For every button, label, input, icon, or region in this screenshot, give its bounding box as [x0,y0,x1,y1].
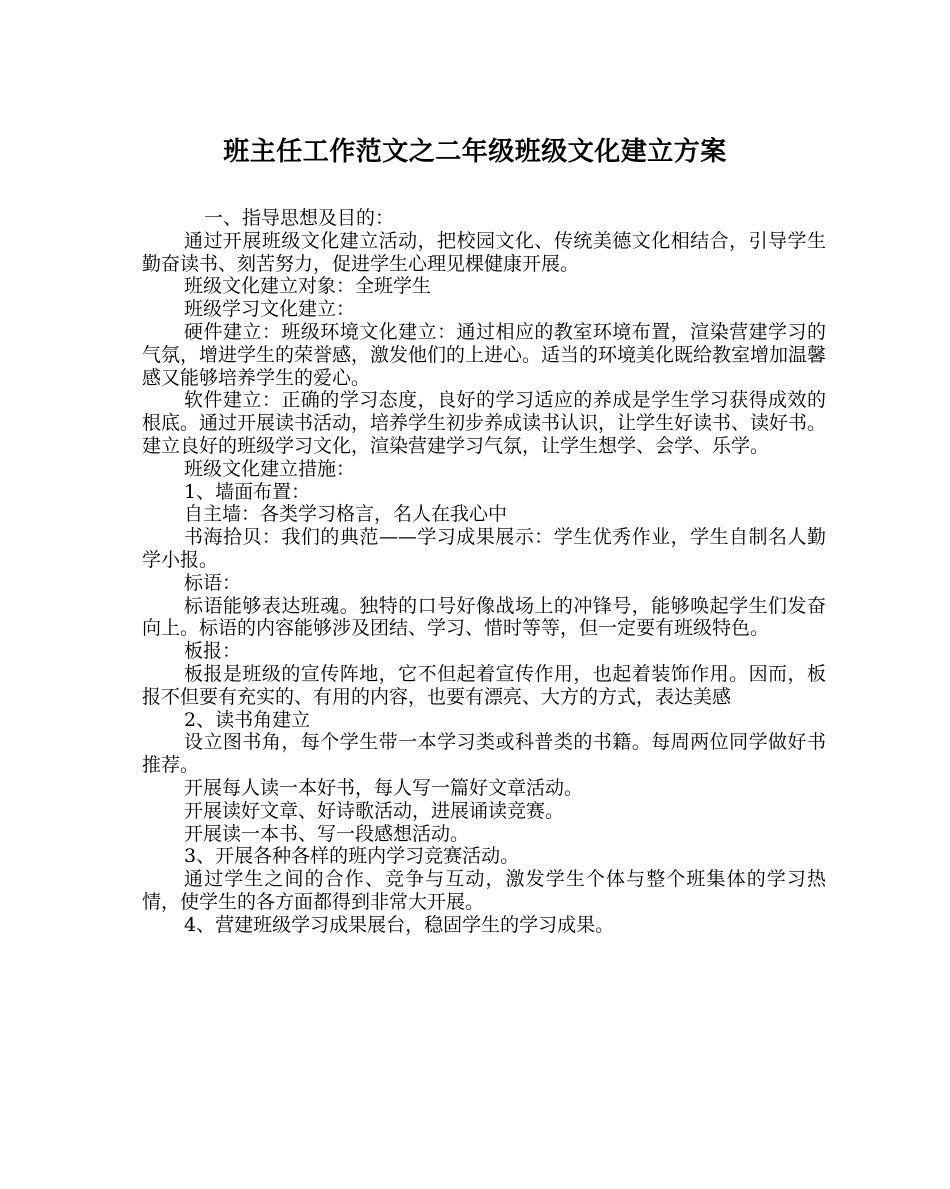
paragraph-library-corner: 设立图书角，每个学生带一本学习类或科普类的书籍。每周两位同学做好书推荐。 [142,731,826,777]
paragraph-hardware: 硬件建立：班级环境文化建立：通过相应的教室环境布置，渲染营建学习的气氛，增进学生的荣誉感，激发他们的上进心。适当的环境美化既给教室增加温馨感又能够培养学生的爱心。 [142,320,827,389]
paragraph-book-sea: 书海拾贝：我们的典范——学习成果展示：学生优秀作业，学生自制名人勤学小报。 [142,526,826,571]
paragraph-board-heading: 板报： [184,640,242,663]
paragraph-autonomy-wall: 自主墙：各类学习格言，名人在我心中 [184,503,508,526]
paragraph-slogan-heading: 标语： [184,571,242,594]
paragraph-competition-text: 通过学生之间的合作、竞争与互动，激发学生个体与整个班集体的学习热情，使学生的各方面都得到非常大开展。 [142,868,826,913]
paragraph-guiding-text: 通过开展班级文化建立活动，把校园文化、传统美德文化相结合，引导学生勤奋读书、刻苦努力，促进学生心理见棵健康开展。 [142,229,826,275]
paragraph-reading-activity-3: 开展读一本书、写一段感想活动。 [184,822,470,845]
paragraph-competition-heading: 3、开展各种各样的班内学习竞赛活动。 [184,845,520,868]
paragraph-reading-activity-2: 开展读好文章、好诗歌活动，进展诵读竞赛。 [184,799,565,822]
paragraph-slogan-text: 标语能够表达班魂。独特的口号好像战场上的冲锋号，能够唤起学生们发奋向上。标语的内容能够涉及团结、学习、惜时等等，但一定要有班级特色。 [142,594,826,640]
paragraph-achievement: 4、营建班级学习成果展台，稳固学生的学习成果。 [184,913,615,936]
paragraph-learning-culture: 班级学习文化建立： [184,298,356,321]
paragraph-guiding-ideology: 一、指导思想及目的： [204,207,395,229]
paragraph-board-text: 板报是班级的宣传阵地，它不但起着宣传作用，也起着装饰作用。因而，板报不但要有充实的、有用的内容，也要有漂亮、大方的方式，表达美感 [142,662,826,708]
document-title: 班主任工作范文之二年级班级文化建立方案 [223,137,727,167]
paragraph-software: 软件建立：正确的学习态度，良好的学习适应的养成是学生学习获得成效的根底。通过开展读书活动，培养学生初步养成读书认识，让学生好读书、读好书。建立良好的班级学习文化，渲染营建学习气氛，让学生想学、会学、乐学。 [142,389,827,457]
paragraph-reading-activity-1: 开展每人读一本好书，每人写一篇好文章活动。 [184,776,584,799]
paragraph-measures: 班级文化建立措施： [184,457,356,480]
document-body [142,207,826,937]
paragraph-wall-layout: 1、墙面布置： [184,480,311,503]
paragraph-target: 班级文化建立对象：全班学生 [184,275,432,298]
paragraph-reading-corner: 2、读书角建立 [184,708,311,731]
